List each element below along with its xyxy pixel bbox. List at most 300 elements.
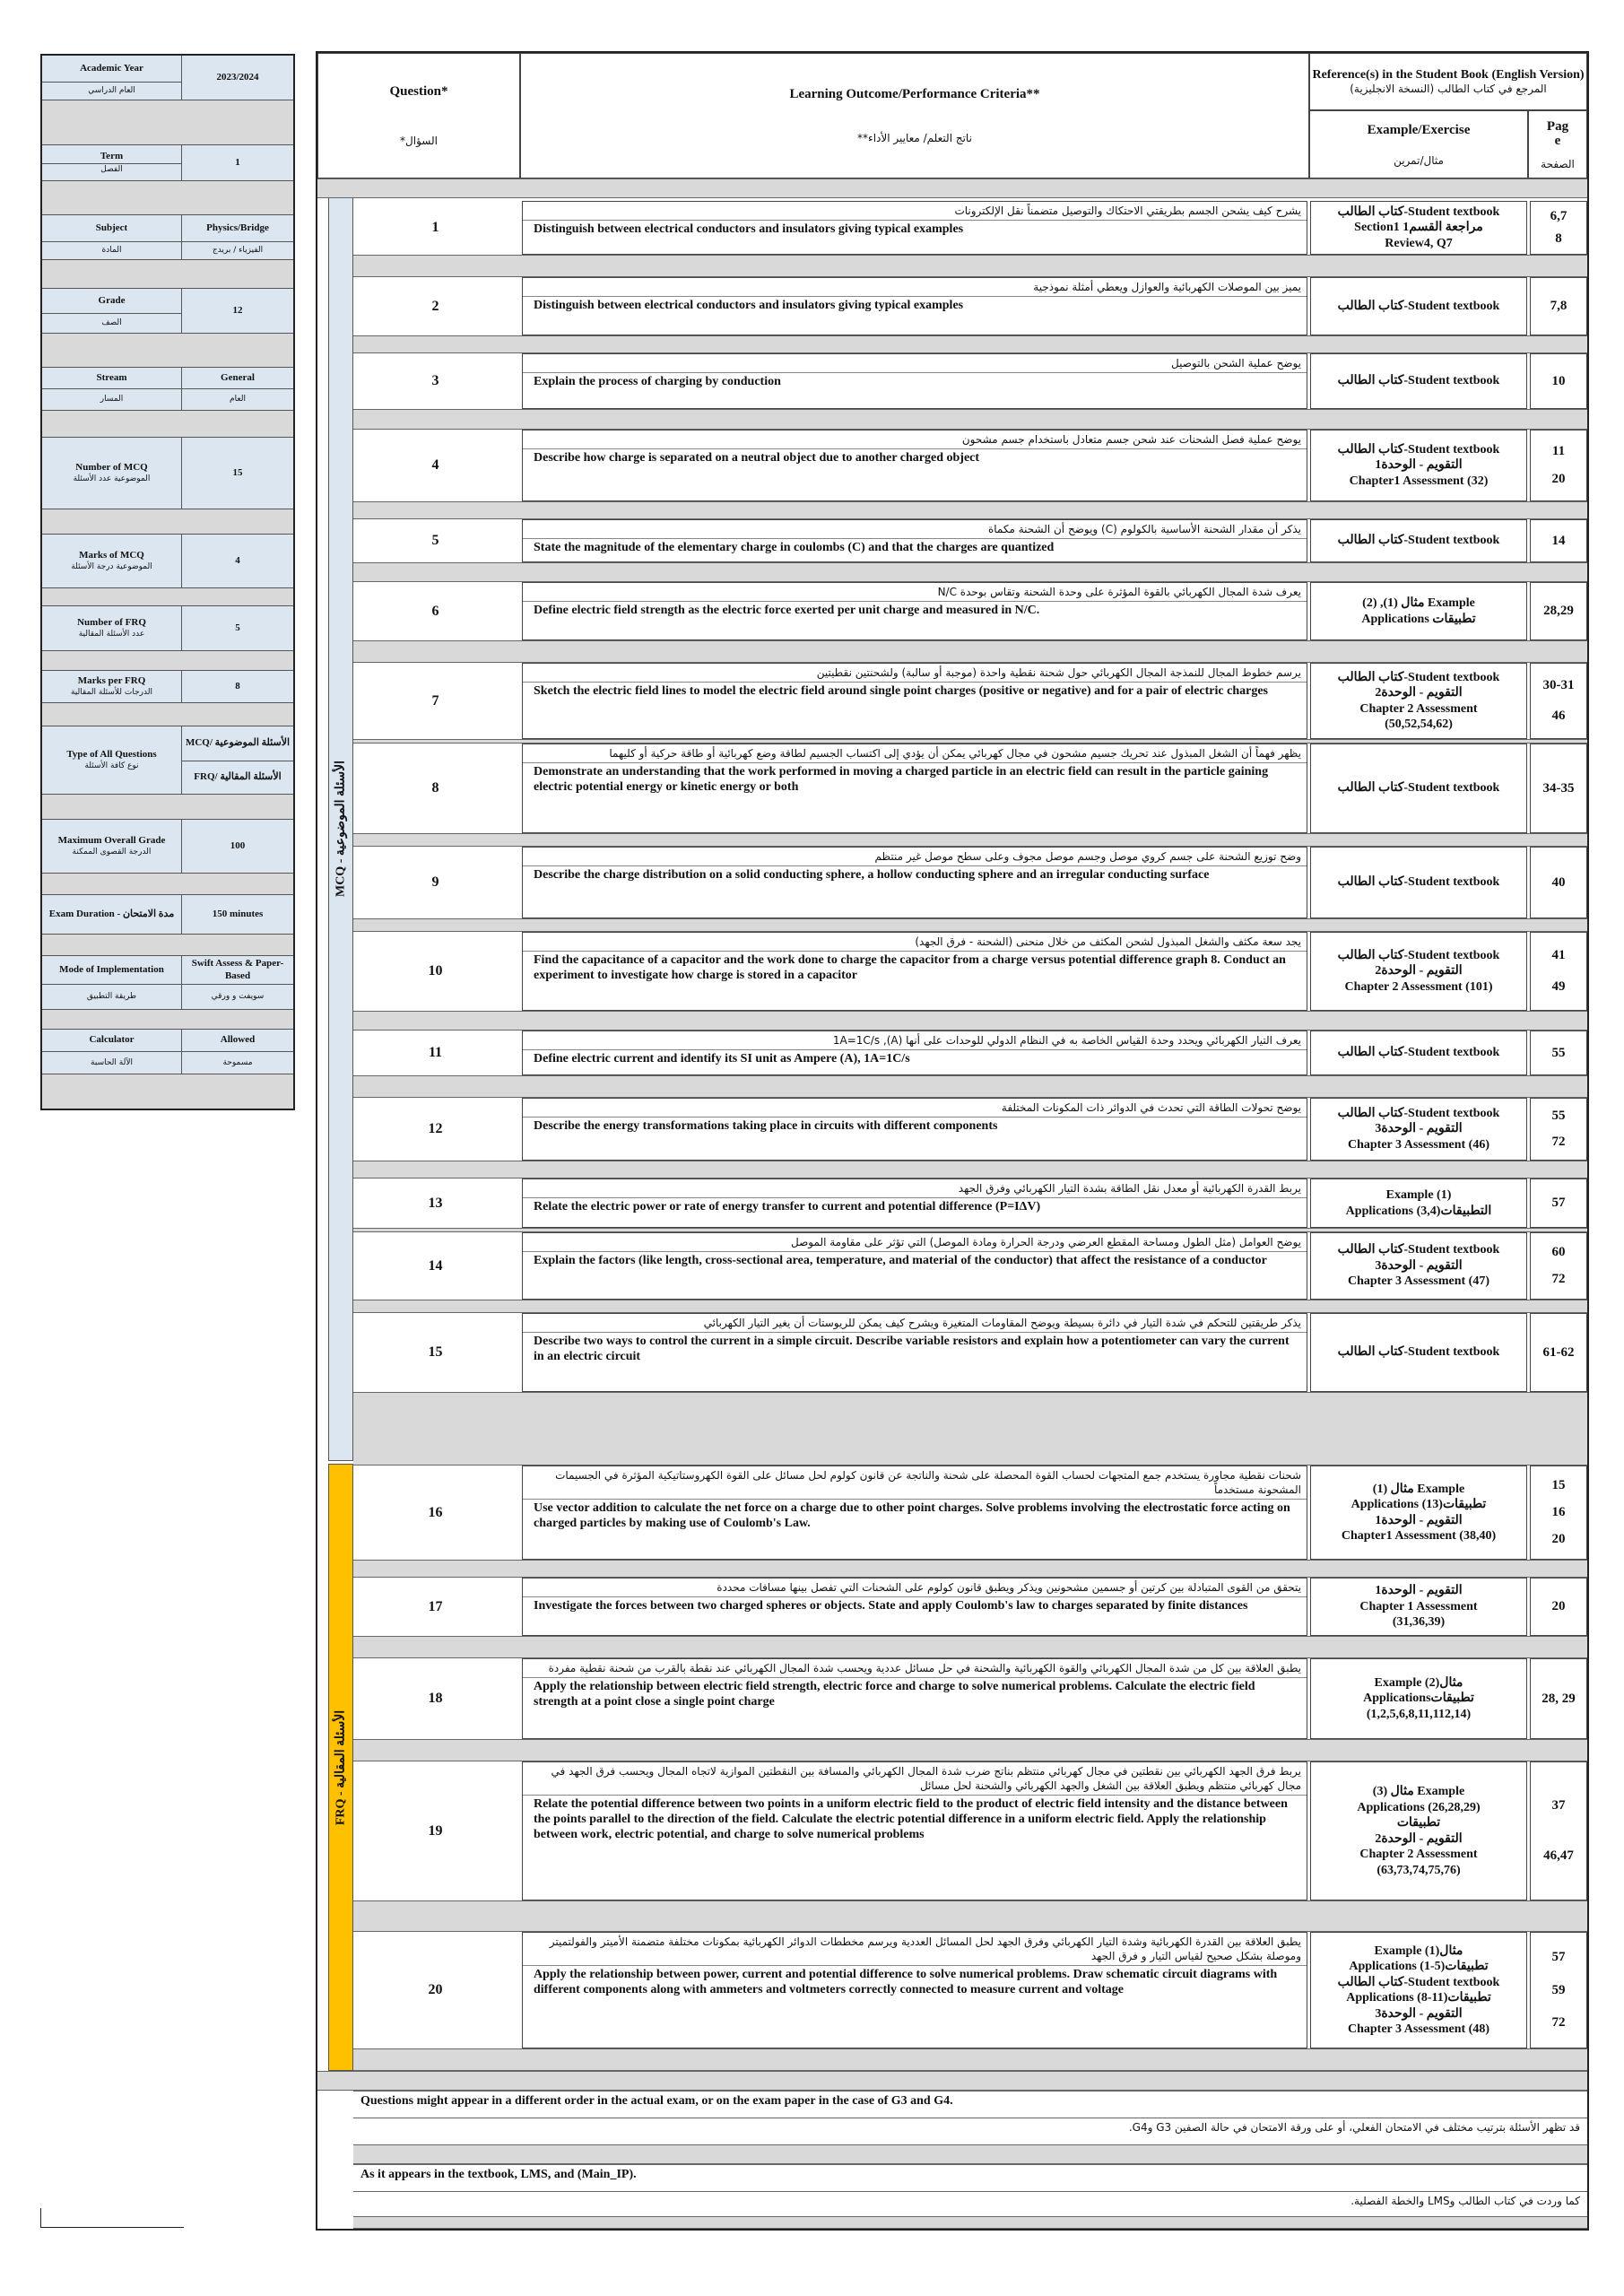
page-number: 55: [1551, 1109, 1566, 1124]
page-cell: [1530, 1932, 1587, 2048]
mcq-marks-value: 4: [235, 554, 240, 566]
question-number: 16: [428, 1504, 443, 1520]
learning-outcome-en: Explain the factors (like length, cross-sectional area, temperature, and material of the conductor) that affect the resistance of a conductor: [534, 1254, 1267, 1268]
reference-line: Chapter 2 Assessment (101): [1344, 979, 1493, 994]
reference-cell: [1310, 1232, 1527, 1300]
footer-note2: As it appears in the textbook, LMS, and (Main_IP).: [353, 2164, 1587, 2191]
page-cell: [1530, 201, 1587, 255]
learning-outcome-cell: [522, 663, 1307, 739]
mode-value-ar: سويفت و ورقي: [182, 984, 293, 1009]
learning-outcome-ar: يذكر أن مقدار الشحنة الأساسية بالكولوم (C) ويوضح أن الشحنة مكماة: [523, 520, 1307, 539]
learning-outcome-cell: [522, 582, 1307, 640]
page-cell: [1530, 430, 1587, 501]
question-row: [317, 582, 1587, 640]
page-number: 28, 29: [1541, 1691, 1576, 1706]
learning-outcome-cell: [522, 1232, 1307, 1300]
reference-line: Example (1): [1385, 1188, 1452, 1202]
academic-year-label: Academic Year: [80, 62, 143, 74]
learning-outcome-en: Relate the electric power or rate of energy transfer to current and potential difference (P=IΔV): [534, 1200, 1041, 1214]
page-number: 40: [1551, 874, 1566, 890]
reference-line: Chapter 2 Assessment: [1359, 1848, 1478, 1861]
learning-outcome-ar: يميز بين الموصلات الكهربائية والعوازل ويعطي أمثلة نموذجية: [523, 278, 1307, 297]
reference-line: التقويم - الوحدة2: [1375, 686, 1463, 700]
reference-line: Chapter 3 Assessment (46): [1347, 1137, 1489, 1152]
page-cell: [1530, 847, 1587, 918]
reference-line: كتاب الطالب-Student textbook: [1337, 875, 1500, 890]
subject-value-ar: الفيزياء / بريدج: [182, 241, 293, 259]
page-number: 61-62: [1542, 1344, 1575, 1360]
header-example-en: Example/Exercise: [1367, 122, 1471, 137]
reference-line: Chapter 2 Assessment: [1359, 701, 1478, 716]
frq-count-value: 5: [235, 622, 240, 633]
page-cell: [1530, 519, 1587, 562]
reference-line: التقويم - الوحدة1: [1375, 1584, 1463, 1598]
question-number: 19: [428, 1822, 443, 1839]
question-number: 12: [428, 1121, 443, 1136]
reference-cell: [1310, 1465, 1527, 1560]
question-number: 17: [428, 1598, 443, 1614]
question-number: 20: [428, 1982, 443, 1997]
learning-outcome-ar: يربط القدرة الكهربائية أو معدل نقل الطاقة بشدة التيار الكهربائي وفرق الجهد: [523, 1179, 1307, 1198]
page-number: 59: [1551, 1982, 1566, 1997]
reference-line: كتاب الطالب-Student textbook: [1337, 374, 1500, 388]
page-number: 37: [1551, 1797, 1566, 1813]
separator-band: [353, 2048, 1587, 2071]
max-grade-label-ar: الدرجة القصوى الممكنة: [72, 847, 152, 857]
question-row: [317, 1178, 1587, 1228]
header-reference-en: Reference(s) in the Student Book (English Version): [1312, 68, 1585, 82]
learning-outcome-cell: [522, 1313, 1307, 1392]
question-row: [317, 663, 1587, 739]
header-lo-ar: ناتج التعلم/ معايير الأداء**: [857, 132, 972, 145]
page-number: 60: [1551, 1245, 1566, 1259]
reference-line: التقويم - الوحدة1: [1375, 1513, 1463, 1527]
frq-section-label: FRQ - الأسئلة المقالية: [334, 1709, 348, 1825]
learning-outcome-cell: [522, 1658, 1307, 1739]
learning-outcome-cell: [522, 1031, 1307, 1075]
page-cell: [1530, 1178, 1587, 1228]
reference-line: Applications (8-11)تطبيقات: [1346, 1991, 1491, 2005]
learning-outcome-cell: [522, 1178, 1307, 1228]
reference-cell: [1310, 582, 1527, 640]
question-number: 18: [428, 1691, 443, 1706]
learning-outcome-en: Investigate the forces between two charged spheres or objects. State and apply Coulomb's law to charges separated by finite distances: [534, 1599, 1248, 1613]
learning-outcome-ar: يعرف التيار الكهربائي ويحدد وحدة القياس الخاصة به في النظام الدولي للوحدات على أنها (A), 1A=1C/s: [523, 1031, 1307, 1050]
learning-outcome-cell: [522, 1761, 1307, 1900]
frq-count-label-ar: عدد الأسئلة المقالية: [78, 629, 145, 639]
type-mcq: MCQ/ الأسئلة الموضوعية: [185, 736, 291, 748]
calculator-row: [42, 1030, 293, 1074]
learning-outcome-en: Describe the energy transformations taking place in circuits with different components: [534, 1119, 998, 1134]
term-row: [42, 145, 293, 181]
term-value: 1: [235, 156, 240, 168]
page-number: 30-31: [1542, 678, 1575, 693]
separator-band: [353, 1560, 1587, 1578]
term-label: Term: [100, 150, 124, 161]
frq-marks-label: Marks per FRQ: [77, 675, 146, 686]
page-number: 10: [1551, 373, 1566, 388]
stream-row: [42, 368, 293, 411]
reference-line: كتاب الطالب-Student textbook: [1337, 534, 1500, 548]
reference-cell: [1310, 932, 1527, 1011]
question-number: 11: [428, 1045, 443, 1060]
reference-line: Section1 مراجعة القسم1: [1354, 221, 1483, 235]
page-number: 16: [1551, 1505, 1566, 1519]
reference-cell: [1310, 277, 1527, 335]
academic-year-label-ar: العام الدراسي: [42, 82, 181, 100]
question-number: 13: [428, 1195, 443, 1211]
question-number: 4: [431, 457, 439, 473]
footer-note2-ar: كما وردت في كتاب الطالب وLMS والخطة الفصلية.: [353, 2191, 1587, 2216]
page-cell: [1530, 277, 1587, 335]
reference-line: Applications (3,4)التطبيقات: [1345, 1204, 1492, 1218]
reference-line: Chapter 3 Assessment (47): [1347, 1274, 1489, 1289]
academic-year-value: 2023/2024: [216, 71, 259, 83]
page-number: 14: [1551, 533, 1566, 548]
question-row: [317, 932, 1587, 1011]
header-reference: [1309, 53, 1587, 110]
type-frq: FRQ/ الأسئلة المقالية: [182, 761, 293, 795]
page-number: 6,7: [1550, 209, 1568, 223]
learning-outcome-ar: يطبق العلاقة بين القدرة الكهربائية وشدة التيار الكهربائي وفرق الجهد لحل المسائل العددية ويرسم مخططات الدوائر الكهربائية بمكونات مختلفة متضمنة الأميتر والفولتميتر وموصلة بشكل صحيح لقياس التيار و فرق الجهد: [523, 1933, 1307, 1966]
question-number: 3: [431, 373, 439, 388]
reference-line: Applications (26,28,29): [1357, 1800, 1481, 1814]
reference-line: Review4, Q7: [1385, 236, 1453, 250]
grade-label-ar: الصف: [42, 313, 181, 333]
page-cell: [1530, 1031, 1587, 1075]
learning-outcome-en: Relate the potential difference between two points in a uniform electric field to the product of electric field intensity and the distance between the points parallel to the direction of the field. Calculate the electric potential difference in a uniform electric field. Apply the relationship between work, electric potential, and charge to solve numerical problems: [534, 1797, 1288, 1841]
question-number: 1: [431, 220, 439, 235]
reference-line: التقويم - الوحدة1: [1375, 458, 1463, 473]
question-row: [317, 847, 1587, 918]
question-row: [317, 430, 1587, 501]
learning-outcome-en: Define electric current and identify its SI unit as Ampere (A), 1A=1C/s: [534, 1052, 910, 1066]
learning-outcome-en: Demonstrate an understanding that the work performed in moving a charged particle in an electric field can result in the particle gaining electric potential energy or kinetic energy or both: [534, 765, 1269, 794]
reference-cell: [1310, 519, 1527, 562]
learning-outcome-ar: يوضح عملية فصل الشحنات عند شحن جسم متعادل باستخدام جسم مشحون: [523, 430, 1307, 449]
reference-cell: [1310, 847, 1527, 918]
learning-outcome-ar: يعرف شدة المجال الكهربائي بالقوة المؤثرة على وحدة الشحنة وتقاس بوحدة N/C: [523, 583, 1307, 602]
reference-line: مثال (1), (2) Example: [1362, 596, 1475, 610]
page-cell: [1530, 1465, 1587, 1560]
header-question-ar: السؤال*: [400, 135, 438, 148]
reference-line: التقويم - الوحدة2: [1375, 1831, 1463, 1846]
page-number: 46,47: [1543, 1848, 1574, 1864]
separator-band: [353, 1075, 1587, 1098]
header-example: [1309, 110, 1528, 178]
question-row: [317, 1761, 1587, 1900]
reference-line: Applications (13)تطبيقات: [1350, 1498, 1487, 1511]
page-cell: [1530, 582, 1587, 640]
footer-band-2: [353, 2144, 1587, 2164]
learning-outcome-ar: يرسم خطوط المجال للنمذجة المجال الكهربائي حول شحنة نقطية واحدة (موجبة أو سالبة) ولشحنتين نقطيتين: [523, 664, 1307, 683]
question-row: [317, 1313, 1587, 1392]
reference-line: كتاب الطالب-Student textbook: [1337, 1106, 1500, 1120]
learning-outcome-ar: يظهر فهماً أن الشغل المبذول عند تحريك جسيم مشحون في مجال كهربائي يمكن أن يؤدي إلى اكتساب الجسيم لطاقة وضع كهربائية أو طاقة حركية أو كليهما: [523, 744, 1307, 763]
page-number: 55: [1551, 1045, 1566, 1060]
learning-outcome-cell: [522, 932, 1307, 1011]
frq-count-row: [42, 606, 293, 651]
question-row: [317, 277, 1587, 335]
learning-outcome-ar: يذكر طريقتين للتحكم في شدة التيار في دائرة بسيطة ويوضح المقاومات المتغيرة ويشرح كيف يمكن للريوستات أن يغير التيار الكهربائي: [523, 1314, 1307, 1333]
learning-outcome-ar: وضح توزيع الشحنة على جسم كروي موصل وجسم موصل مجوف وعلى سطح موصل غير منتظم: [523, 848, 1307, 866]
calculator-label-ar: الآلة الحاسبة: [42, 1051, 181, 1074]
reference-line: مثال (3) Example: [1372, 1785, 1465, 1798]
reference-line: Chapter 1 Assessment: [1359, 1599, 1478, 1613]
reference-line: Chapter 3 Assessment (48): [1347, 2022, 1489, 2036]
page-cell: [1530, 1658, 1587, 1739]
learning-outcome-en: Apply the relationship between power, current and potential difference to solve numerical problems. Draw schematic circuit diagrams with different components along with ammeters and voltmeters correctly connected to measure current and voltage: [534, 1968, 1278, 1997]
reference-line: كتاب الطالب-Student textbook: [1337, 948, 1500, 962]
learning-outcome-en: Describe two ways to control the current in a simple circuit. Describe variable resistors and explain how a potentiometer can vary the current in an electric circuit: [534, 1335, 1290, 1363]
reference-line: Example (2)مثال: [1374, 1675, 1463, 1690]
learning-outcome-cell: [522, 1465, 1307, 1560]
reference-line: كتاب الطالب-Student textbook: [1337, 1243, 1500, 1257]
reference-line: كتاب الطالب-Student textbook: [1337, 781, 1500, 796]
page-number: 41: [1551, 948, 1566, 963]
learning-outcome-ar: يجد سعة مكثف والشغل المبذول لشحن المكثف من خلال منحنى (الشحنة - فرق الجهد): [523, 933, 1307, 952]
page-cell: [1530, 744, 1587, 833]
mode-label-ar: طريقة التطبيق: [42, 984, 181, 1009]
reference-cell: [1310, 1761, 1527, 1900]
reference-line: كتاب الطالب-Student textbook: [1337, 670, 1500, 684]
question-number: 15: [428, 1344, 443, 1360]
max-grade-value: 100: [230, 839, 246, 851]
learning-outcome-ar: يشرح كيف يشحن الجسم بطريقتي الاحتكاك والتوصيل متضمناً نقل الإلكترونات: [523, 202, 1307, 221]
question-number: 14: [428, 1257, 443, 1274]
duration-row: [42, 895, 293, 935]
learning-outcome-cell: [522, 744, 1307, 833]
types-label-ar: نوع كافة الأسئلة: [84, 761, 139, 770]
reference-line: مثال (1) Example: [1372, 1482, 1465, 1496]
separator-band: [353, 1636, 1587, 1658]
page-number: 28,29: [1543, 604, 1574, 618]
header-question: [317, 53, 520, 178]
question-row: [317, 1031, 1587, 1075]
grade-row: [42, 289, 293, 334]
question-number: 2: [431, 298, 439, 314]
page-number: 20: [1551, 472, 1566, 487]
page-number: 8: [1555, 231, 1562, 246]
question-row: [317, 353, 1587, 409]
page-cell: [1530, 932, 1587, 1011]
learning-outcome-en: State the magnitude of the elementary charge in coulombs (C) and that the charges are quantized: [534, 541, 1055, 555]
page-cell: [1530, 353, 1587, 409]
reference-line: التقويم - الوحدة3: [1375, 1122, 1463, 1136]
reference-cell: [1310, 430, 1527, 501]
question-number: 10: [428, 963, 443, 978]
reference-line: التقويم - الوحدة2: [1375, 964, 1463, 978]
mcq-count-label-ar: الموضوعية عدد الأسئلة: [73, 474, 151, 483]
learning-outcome-en: Find the capacitance of a capacitor and the work done to charge the capacitor from a charge versus potential difference graph 8. Conduct an experiment to investigate how charge is stored in a capacitor: [534, 953, 1286, 982]
mode-value: Swift Assess & Paper-Based: [191, 957, 284, 981]
learning-outcome-cell: [522, 277, 1307, 335]
reference-cell: [1310, 1031, 1527, 1075]
mode-row: [42, 956, 293, 1010]
header-example-ar: مثال/تمرين: [1394, 153, 1444, 167]
mode-label: Mode of Implementation: [59, 963, 164, 975]
learning-outcome-en: Describe the charge distribution on a solid conducting sphere, a hollow conducting sphere and an irregular conducting surface: [534, 868, 1210, 883]
page-cell: [1530, 1232, 1587, 1300]
header-page-ar: الصفحة: [1541, 157, 1575, 170]
separator-band: [353, 562, 1587, 582]
frq-marks-label-ar: الدرجات للأسئلة المقالية: [70, 687, 152, 697]
reference-cell: [1310, 1098, 1527, 1161]
reference-cell: [1310, 201, 1527, 255]
footer-band: [317, 2071, 1587, 2091]
subject-label-ar: المادة: [42, 241, 181, 259]
reference-line: كتاب الطالب-Student textbook: [1337, 1975, 1500, 1989]
header-page: [1528, 110, 1587, 178]
reference-line: Applicationsتطبيقات: [1363, 1692, 1474, 1706]
page-number: 46: [1551, 708, 1566, 723]
learning-outcome-cell: [522, 519, 1307, 562]
page-number: 57: [1551, 1196, 1566, 1210]
learning-outcome-en: Sketch the electric field lines to model the electric field around single point charges (positive or negative) and for a pair of electric charges: [534, 684, 1268, 699]
reference-cell: [1310, 744, 1527, 833]
question-number: 8: [431, 780, 439, 796]
stream-label: Stream: [96, 371, 127, 383]
learning-outcome-ar: يربط فرق الجهد الكهربائي بين نقطتين في مجال كهربائي منتظم بناتج ضرب شدة المجال الكهربائي والمسافة بين النقطتين الموازية لاتجاه المجال ويحسب فرق الجهد في مجال كهربائي منتظم ويطبق العلاقة بين الشغل والجهد الكهربائي والشحنة لحل مسائل: [523, 1762, 1307, 1796]
question-types-row: [42, 726, 293, 795]
reference-line: Applications (1-5)تطبيقات: [1349, 1960, 1489, 1973]
separator-band: [353, 833, 1587, 847]
separator-band: [353, 1392, 1587, 1465]
header-reference-ar: المرجع في كتاب الطالب (النسخة الانجليزية): [1350, 83, 1547, 95]
stream-value-ar: العام: [182, 388, 293, 410]
question-row: [317, 744, 1587, 833]
learning-outcome-en: Explain the process of charging by conduction: [534, 375, 781, 389]
question-number: 9: [431, 874, 439, 890]
reference-line: كتاب الطالب-Student textbook: [1337, 1345, 1500, 1360]
reference-line: كتاب الطالب-Student textbook: [1337, 299, 1500, 313]
question-row: [317, 1465, 1587, 1560]
question-row: [317, 201, 1587, 255]
separator-band: [353, 1300, 1587, 1313]
subject-label: Subject: [95, 222, 128, 233]
learning-outcome-cell: [522, 1578, 1307, 1636]
header-lo-en: Learning Outcome/Performance Criteria**: [789, 86, 1040, 101]
mcq-marks-label-ar: الموضوعية درجة الأسئلة: [71, 561, 152, 571]
reference-line: Example (1)مثال: [1374, 1944, 1463, 1958]
header-page-en: Pag e: [1546, 118, 1569, 148]
reference-cell: [1310, 1658, 1527, 1739]
learning-outcome-en: Apply the relationship between electric field strength, electric force and charge to solve numerical problems. Calculate the electric field strength at a point close a single point charge: [534, 1680, 1255, 1709]
reference-cell: [1310, 1578, 1527, 1636]
learning-outcome-cell: [522, 1098, 1307, 1161]
reference-cell: [1310, 1313, 1527, 1392]
mcq-count-label: Number of MCQ: [75, 462, 148, 473]
question-number: 6: [431, 603, 439, 619]
reference-line: كتاب الطالب-Student textbook: [1337, 204, 1500, 219]
separator-band: [353, 255, 1587, 277]
learning-outcome-ar: يطبق العلاقة بين كل من شدة المجال الكهربائي والقوة الكهربائية والشحنة في حل مسائل عددية ويحسب شدة المجال الكهربائي عند نقطة بالقرب من شحنة نقطية مفردة: [523, 1659, 1307, 1678]
question-row: [317, 1658, 1587, 1739]
reference-line: Applications تطبيقات: [1361, 612, 1476, 626]
stream-value: General: [221, 371, 255, 383]
learning-outcome-cell: [522, 353, 1307, 409]
subject-value: Physics/Bridge: [206, 222, 269, 233]
page-cell: [1530, 1761, 1587, 1900]
learning-outcome-ar: يوضح العوامل (مثل الطول ومساحة المقطع العرضي ودرجة الحرارة ومادة الموصل) التي تؤثر على مقاومة الموصل: [523, 1233, 1307, 1252]
learning-outcome-cell: [522, 847, 1307, 918]
types-label: Type of All Questions: [66, 749, 157, 760]
separator-band: [353, 501, 1587, 519]
page-cell: [1530, 1313, 1587, 1392]
page-number: 20: [1551, 1599, 1566, 1613]
header-band: [317, 178, 1587, 198]
footer-note1-ar: قد تظهر الأسئلة بترتيب مختلف في الامتحان الفعلي، أو على ورقة الامتحان في حالة الصفين G3 وG4.: [353, 2118, 1587, 2144]
learning-outcome-cell: [522, 201, 1307, 255]
reference-cell: [1310, 353, 1527, 409]
mcq-count-row: [42, 438, 293, 509]
learning-outcome-cell: [522, 430, 1307, 501]
separator-band: [353, 1161, 1587, 1178]
page-number: 57: [1551, 1950, 1566, 1965]
duration-label: Exam Duration - مدة الامتحان: [42, 895, 182, 934]
separator-band: [353, 640, 1587, 663]
learning-outcome-en: Distinguish between electrical conductors and insulators giving typical examples: [534, 222, 964, 237]
calculator-value: Allowed: [220, 1034, 256, 1046]
separator-band: [353, 1739, 1587, 1761]
learning-outcome-en: Define electric field strength as the electric force exerted per unit charge and measured in N/C.: [534, 604, 1040, 618]
duration-value: 150 minutes: [212, 908, 264, 919]
page-number: 34-35: [1542, 780, 1575, 796]
learning-outcome-ar: يتحقق من القوى المتبادلة بين كرتين أو جسمين مشحونين ويذكر ويطبق قانون كولوم على الشحنات التي تفصل بينها مسافات محددة: [523, 1578, 1307, 1597]
question-number: 7: [431, 692, 439, 709]
page-number: 15: [1551, 1478, 1566, 1492]
page-number: 20: [1551, 1532, 1566, 1546]
learning-outcome-ar: شحنات نقطية مجاورة يستخدم جمع المتجهات لحساب القوة المحصلة على شحنة والناتجة عن قانون كولوم لحل مسائل على القوة الكهروستاتيكية المؤثرة في الجسيمات المشحونة مستخدماً: [523, 1466, 1307, 1500]
page-number: 72: [1551, 1272, 1566, 1286]
term-label-ar: الفصل: [42, 163, 181, 176]
question-row: [317, 1098, 1587, 1161]
grade-value: 12: [232, 304, 243, 316]
learning-outcome-en: Use vector addition to calculate the net force on a charge due to other point charges. Solve problems involving the electrostatic force acting on charged particles by making use of Coulomb's Law.: [534, 1501, 1290, 1531]
reference-line: كتاب الطالب-Student textbook: [1337, 1046, 1500, 1060]
separator-band: [353, 409, 1587, 430]
footer-note1: Questions might appear in a different order in the actual exam, or on the exam paper in the case of G3 and G4.: [353, 2091, 1587, 2118]
frq-count-label: Number of FRQ: [77, 617, 146, 628]
calculator-label: Calculator: [89, 1034, 135, 1046]
frq-marks-row: [42, 671, 293, 703]
page-number: 49: [1551, 978, 1566, 994]
question-row: [317, 519, 1587, 562]
learning-outcome-en: Describe how charge is separated on a neutral object due to another charged object: [534, 451, 980, 465]
page-cell: [1530, 1098, 1587, 1161]
learning-outcome-en: Distinguish between electrical conductors and insulators giving typical examples: [534, 299, 964, 313]
page-number: 72: [1551, 1134, 1566, 1149]
reference-cell: [1310, 663, 1527, 739]
reference-line: كتاب الطالب-Student textbook: [1337, 442, 1500, 457]
reference-line: (1,2,5,6,8,11,112,14): [1366, 1707, 1472, 1721]
mcq-section-label: MCQ - الأسئلة الموضوعية: [334, 760, 348, 898]
reference-line: Chapter1 Assessment (38,40): [1341, 1529, 1497, 1543]
reference-line: تطبيقات: [1396, 1816, 1441, 1830]
learning-outcome-cell: [522, 1932, 1307, 2048]
reference-cell: [1310, 1932, 1527, 2048]
reference-line: (31,36,39): [1392, 1615, 1446, 1630]
frq-marks-value: 8: [235, 680, 240, 691]
calculator-value-ar: مسموحة: [182, 1051, 293, 1074]
separator-band: [353, 335, 1587, 353]
page-number: 11: [1551, 443, 1566, 458]
exam-spec-table: [316, 51, 1589, 2231]
page-cell: [1530, 663, 1587, 739]
max-grade-label: Maximum Overall Grade: [57, 835, 166, 846]
subject-row: [42, 215, 293, 260]
page-number: 72: [1551, 2014, 1566, 2030]
